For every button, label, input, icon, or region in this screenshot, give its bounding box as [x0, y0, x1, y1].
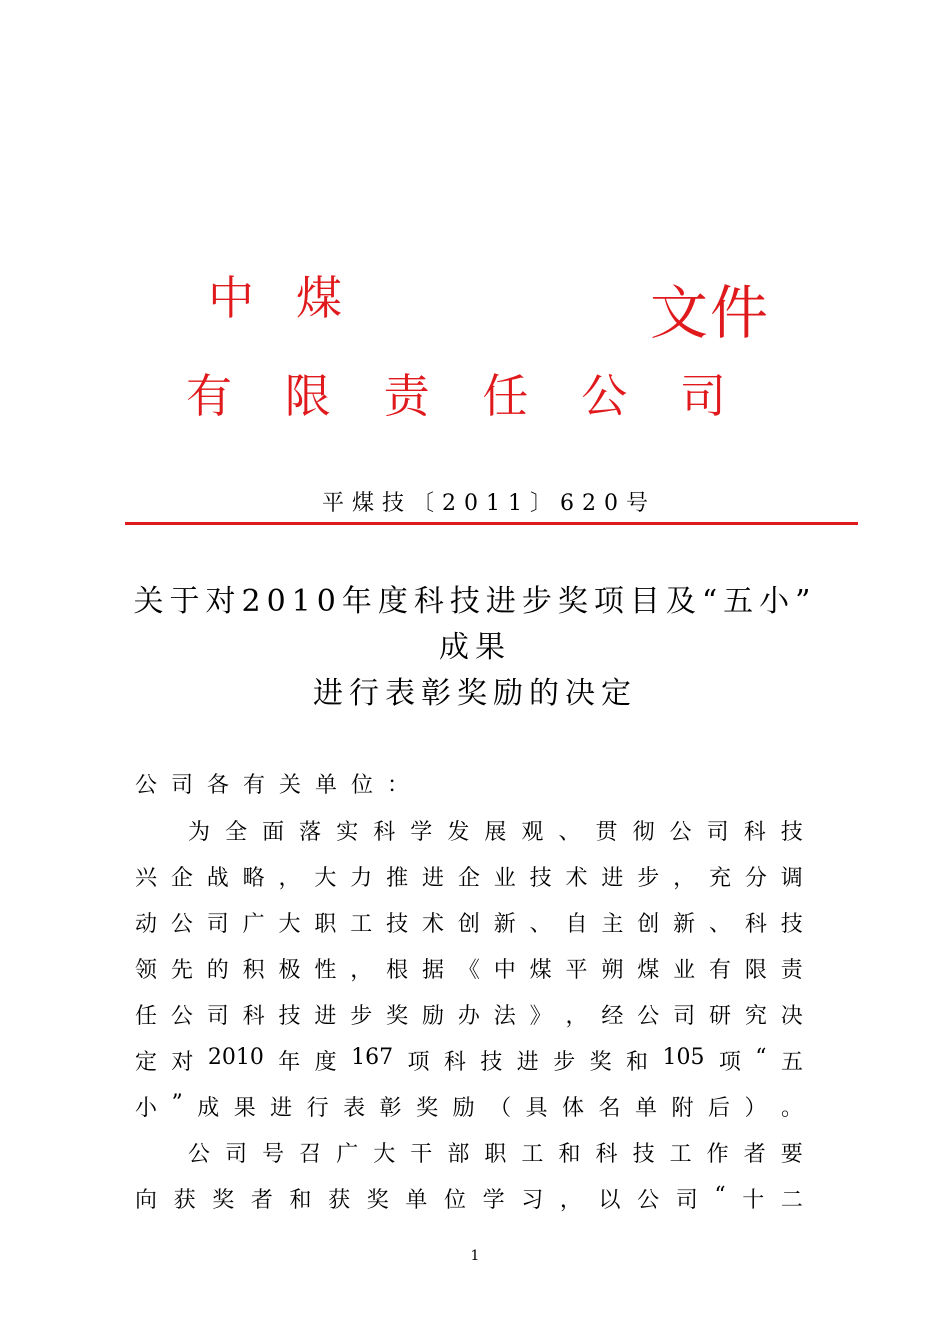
body-line: 兴 企 战 略 ， 大 力 推 进 企 业 技 术 进 步 ， 充 分 调 [135, 866, 803, 891]
header-document-label: 文件 [650, 279, 771, 347]
body-line: 定 对 2010 年 度 167 项 科 技 进 步 奖 和 105 项 “ 五 [135, 1045, 803, 1075]
body-line: 向 获 奖 者 和 获 奖 单 位 学 习 ， 以 公 司 “ 十 二 [135, 1183, 803, 1213]
page-number: 1 [470, 1248, 480, 1264]
body-line: 任 公 司 科 技 进 步 奖 励 办 法 》 ， 经 公 司 研 究 决 [135, 1004, 803, 1029]
body-line: 公 司 号 召 广 大 干 部 职 工 和 科 技 工 作 者 要 [188, 1142, 803, 1167]
body-line: 为 全 面 落 实 科 学 发 展 观 、 贯 彻 公 司 科 技 [188, 820, 803, 845]
header-company-suffix: 有 限 责 任 公 司 [186, 369, 726, 423]
body-line: 动 公 司 广 大 职 工 技 术 创 新 、 自 主 创 新 、 科 技 [135, 912, 803, 937]
body-line: 小 ” 成 果 进 行 表 彰 奖 励 （ 具 体 名 单 附 后 ） 。 [135, 1091, 803, 1121]
document-title-line-1: 关于对2010年度科技进步奖项目及“五小” [133, 584, 817, 619]
document-title-line-2: 成果 [439, 630, 511, 665]
body-line: 领 先 的 积 极 性 ， 根 据 《 中 煤 平 朔 煤 业 有 限 责 [135, 958, 803, 983]
header-company-name: 中煤 [208, 271, 384, 325]
header-divider [125, 522, 858, 525]
salutation: 公司各有关单位： [135, 773, 424, 798]
document-title-line-3: 进行表彰奖励的决定 [313, 676, 637, 711]
document-number: 平煤技〔2011〕620号 [322, 491, 656, 516]
